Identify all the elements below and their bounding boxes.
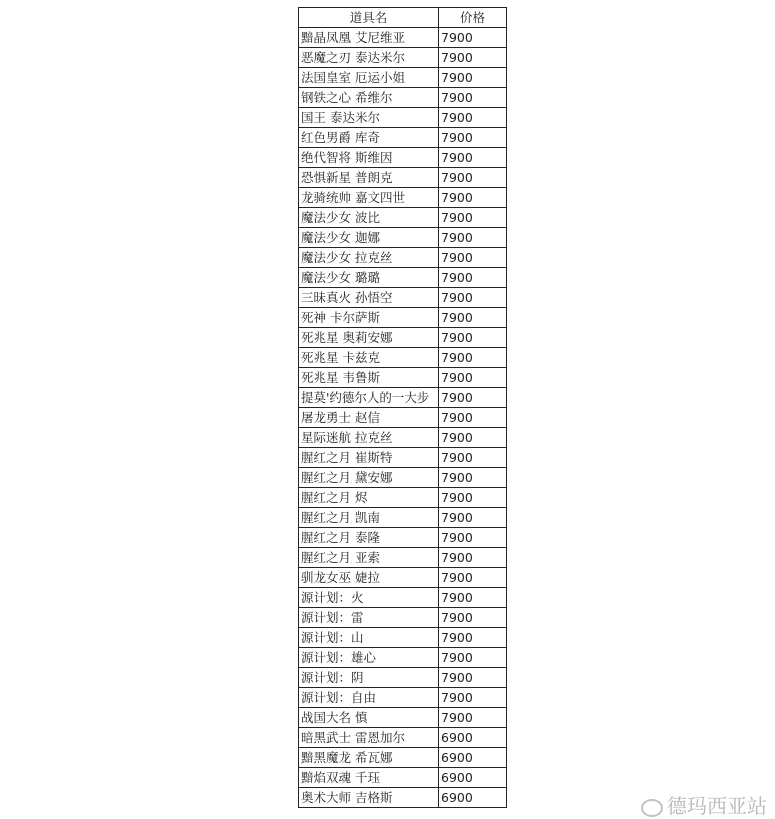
price-cell: 7900 (439, 428, 507, 448)
table-row (299, 388, 507, 408)
price-cell: 6900 (439, 768, 507, 788)
wechat-icon (641, 799, 663, 817)
price-cell: 7900 (439, 48, 507, 68)
price-cell: 7900 (439, 648, 507, 668)
price-cell: 6900 (439, 728, 507, 748)
price-cell: 7900 (439, 568, 507, 588)
price-cell: 7900 (439, 588, 507, 608)
skin-price-table (298, 7, 507, 808)
price-cell: 7900 (439, 208, 507, 228)
item-name-cell: 腥红之月 崔斯特 (299, 448, 439, 468)
table-row (299, 768, 507, 788)
table-row (299, 568, 507, 588)
item-name-cell: 魔法少女 波比 (299, 208, 439, 228)
table-row (299, 668, 507, 688)
table-row (299, 448, 507, 468)
item-name-cell: 恐惧新星 普朗克 (299, 168, 439, 188)
table-row (299, 248, 507, 268)
price-cell: 7900 (439, 368, 507, 388)
item-name-cell: 源计划：雷 (299, 608, 439, 628)
price-cell: 7900 (439, 188, 507, 208)
item-name-cell: 暗黑武士 雷恩加尔 (299, 728, 439, 748)
table-row (299, 68, 507, 88)
price-cell: 7900 (439, 528, 507, 548)
price-cell: 7900 (439, 108, 507, 128)
table-row (299, 288, 507, 308)
price-cell: 7900 (439, 468, 507, 488)
item-name-cell: 腥红之月 亚索 (299, 548, 439, 568)
item-name-cell: 国王 泰达米尔 (299, 108, 439, 128)
table-row (299, 408, 507, 428)
watermark-text: 德玛西亚站 (667, 794, 767, 818)
price-cell: 7900 (439, 268, 507, 288)
column-header-item-name: 道具名 (299, 8, 439, 28)
item-name-cell: 恶魔之刃 泰达米尔 (299, 48, 439, 68)
price-cell: 7900 (439, 288, 507, 308)
table-header-row (299, 8, 507, 28)
price-cell: 7900 (439, 28, 507, 48)
item-name-cell: 星际迷航 拉克丝 (299, 428, 439, 448)
table-row (299, 468, 507, 488)
item-name-cell: 绝代智将 斯维因 (299, 148, 439, 168)
table-row (299, 548, 507, 568)
table-row (299, 368, 507, 388)
item-name-cell: 屠龙勇士 赵信 (299, 408, 439, 428)
item-name-cell: 源计划：阴 (299, 668, 439, 688)
price-cell: 7900 (439, 708, 507, 728)
item-name-cell: 魔法少女 拉克丝 (299, 248, 439, 268)
table-row (299, 28, 507, 48)
item-name-cell: 源计划：火 (299, 588, 439, 608)
price-cell: 7900 (439, 228, 507, 248)
item-name-cell: 黯焰双魂 千珏 (299, 768, 439, 788)
column-header-price: 价格 (439, 8, 507, 28)
item-name-cell: 龙骑统帅 嘉文四世 (299, 188, 439, 208)
item-name-cell: 驯龙女巫 婕拉 (299, 568, 439, 588)
price-cell: 7900 (439, 248, 507, 268)
table-row (299, 348, 507, 368)
item-name-cell: 奥术大师 吉格斯 (299, 788, 439, 808)
item-name-cell: 腥红之月 泰隆 (299, 528, 439, 548)
price-cell: 7900 (439, 548, 507, 568)
item-name-cell: 黯黑魔龙 希瓦娜 (299, 748, 439, 768)
table-row (299, 48, 507, 68)
table-row (299, 708, 507, 728)
table-row (299, 528, 507, 548)
item-name-cell: 红色男爵 库奇 (299, 128, 439, 148)
price-cell: 6900 (439, 788, 507, 808)
table-row (299, 188, 507, 208)
item-name-cell: 提莫'约德尔人的一大步 (299, 388, 439, 408)
table-row (299, 88, 507, 108)
table-row (299, 128, 507, 148)
price-cell: 6900 (439, 748, 507, 768)
item-name-cell: 钢铁之心 希维尔 (299, 88, 439, 108)
price-cell: 7900 (439, 128, 507, 148)
item-name-cell: 腥红之月 烬 (299, 488, 439, 508)
table-row (299, 688, 507, 708)
item-name-cell: 三昧真火 孙悟空 (299, 288, 439, 308)
item-name-cell: 战国大名 慎 (299, 708, 439, 728)
price-cell: 7900 (439, 328, 507, 348)
price-cell: 7900 (439, 88, 507, 108)
item-name-cell: 法国皇室 厄运小姐 (299, 68, 439, 88)
item-name-cell: 黯晶凤凰 艾尼维亚 (299, 28, 439, 48)
item-name-cell: 腥红之月 凯南 (299, 508, 439, 528)
table-row (299, 648, 507, 668)
price-cell: 7900 (439, 388, 507, 408)
price-cell: 7900 (439, 608, 507, 628)
table-row (299, 728, 507, 748)
skin-price-table-container (298, 7, 507, 808)
table-row (299, 148, 507, 168)
item-name-cell: 死兆星 韦鲁斯 (299, 368, 439, 388)
price-cell: 7900 (439, 408, 507, 428)
item-name-cell: 魔法少女 迦娜 (299, 228, 439, 248)
item-name-cell: 魔法少女 璐璐 (299, 268, 439, 288)
price-cell: 7900 (439, 668, 507, 688)
table-row (299, 608, 507, 628)
price-cell: 7900 (439, 68, 507, 88)
table-row (299, 208, 507, 228)
table-row (299, 308, 507, 328)
table-row (299, 168, 507, 188)
item-name-cell: 腥红之月 黛安娜 (299, 468, 439, 488)
item-name-cell: 源计划：自由 (299, 688, 439, 708)
price-cell: 7900 (439, 508, 507, 528)
table-row (299, 488, 507, 508)
price-cell: 7900 (439, 168, 507, 188)
item-name-cell: 源计划：雄心 (299, 648, 439, 668)
price-cell: 7900 (439, 448, 507, 468)
table-row (299, 428, 507, 448)
price-cell: 7900 (439, 348, 507, 368)
item-name-cell: 死神 卡尔萨斯 (299, 308, 439, 328)
table-row (299, 228, 507, 248)
watermark (641, 790, 767, 819)
table-row (299, 628, 507, 648)
item-name-cell: 源计划：山 (299, 628, 439, 648)
table-row (299, 508, 507, 528)
price-cell: 7900 (439, 148, 507, 168)
table-row (299, 588, 507, 608)
table-row (299, 328, 507, 348)
item-name-cell: 死兆星 奥莉安娜 (299, 328, 439, 348)
table-row (299, 748, 507, 768)
price-cell: 7900 (439, 628, 507, 648)
table-row (299, 108, 507, 128)
price-cell: 7900 (439, 308, 507, 328)
item-name-cell: 死兆星 卡兹克 (299, 348, 439, 368)
price-cell: 7900 (439, 488, 507, 508)
table-row (299, 788, 507, 808)
table-row (299, 268, 507, 288)
price-cell: 7900 (439, 688, 507, 708)
